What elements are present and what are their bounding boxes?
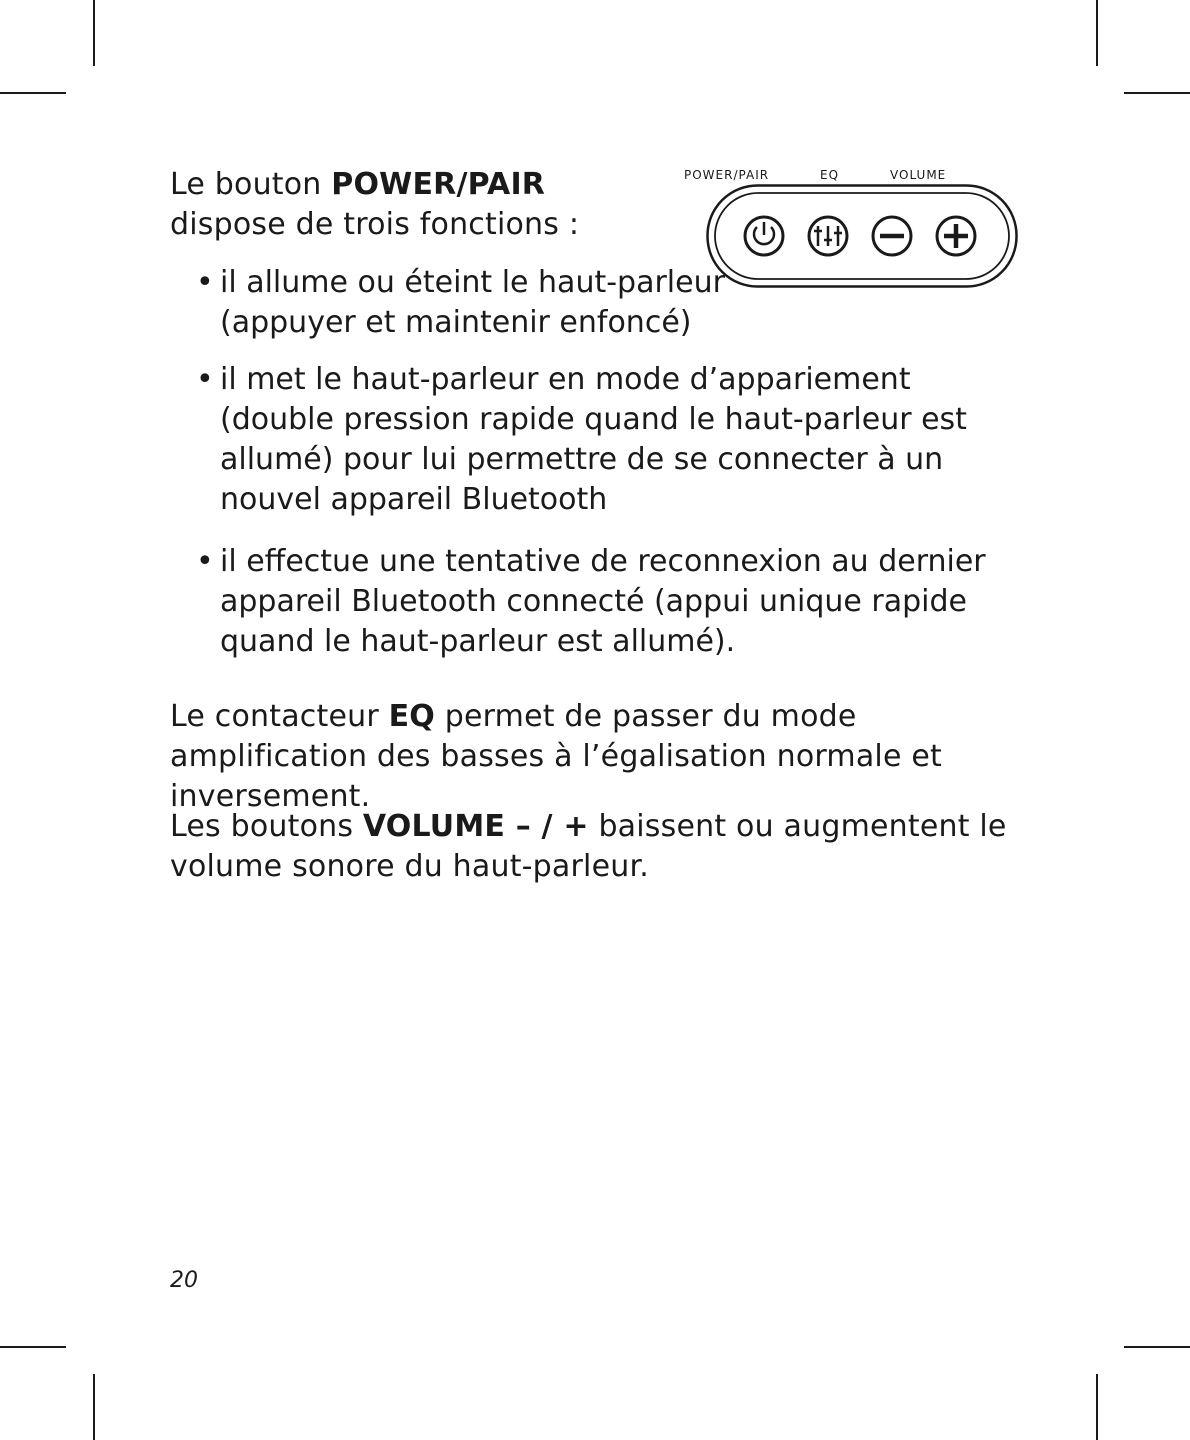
bullet-dot: •	[196, 544, 214, 579]
panel-label-eq: EQ	[820, 168, 840, 182]
crop-mark	[93, 1374, 95, 1440]
crop-mark	[1096, 1374, 1098, 1440]
power-pair-term: POWER/PAIR	[331, 167, 546, 202]
bullet-dot: •	[196, 265, 214, 300]
page-number: 20	[170, 1268, 198, 1293]
eq-suffix: permet de passer du mode amplification des basses à l’égalisation normale et inversement.	[170, 699, 942, 814]
volume-suffix: baissent ou augmentent le volume sonore du haut-parleur.	[170, 809, 1007, 884]
crop-mark	[1096, 0, 1098, 66]
intro-suffix: dispose de trois fonctions :	[170, 207, 580, 242]
minus-icon	[873, 217, 911, 255]
bullet-dot: •	[196, 362, 214, 397]
crop-mark	[0, 1346, 66, 1348]
intro-paragraph	[170, 165, 670, 245]
panel-label-power: POWER/PAIR	[684, 168, 770, 182]
volume-term: VOLUME – / +	[362, 809, 589, 844]
panel-label-volume: VOLUME	[890, 168, 947, 182]
crop-mark	[1124, 1346, 1190, 1348]
crop-mark	[93, 0, 95, 66]
eq-term: EQ	[388, 699, 435, 734]
eq-prefix: Le contacteur	[170, 699, 389, 734]
plus-icon	[937, 217, 975, 255]
power-icon	[745, 217, 783, 255]
bullet-text: il allume ou éteint le haut-parleur (appuyer et maintenir enfoncé)	[220, 265, 725, 340]
crop-mark	[1124, 92, 1190, 94]
bullet-text: il effectue une tentative de reconnexion au dernier appareil Bluetooth connecté (appui unique rapide quand le haut-parleur est allumé).	[220, 544, 986, 659]
volume-prefix: Les boutons	[170, 809, 363, 844]
intro-prefix: Le bouton	[170, 167, 332, 202]
bullet-text: il met le haut-parleur en mode d’appariement (double pression rapide quand le haut-parleur est allumé) pour lui permettre de se connecter à un nouvel appareil Bluetooth	[220, 362, 967, 517]
eq-paragraph	[170, 697, 1030, 817]
control-panel-illustration	[706, 184, 1018, 288]
equalizer-icon	[809, 217, 847, 255]
volume-paragraph	[170, 807, 1030, 887]
crop-mark	[0, 92, 66, 94]
